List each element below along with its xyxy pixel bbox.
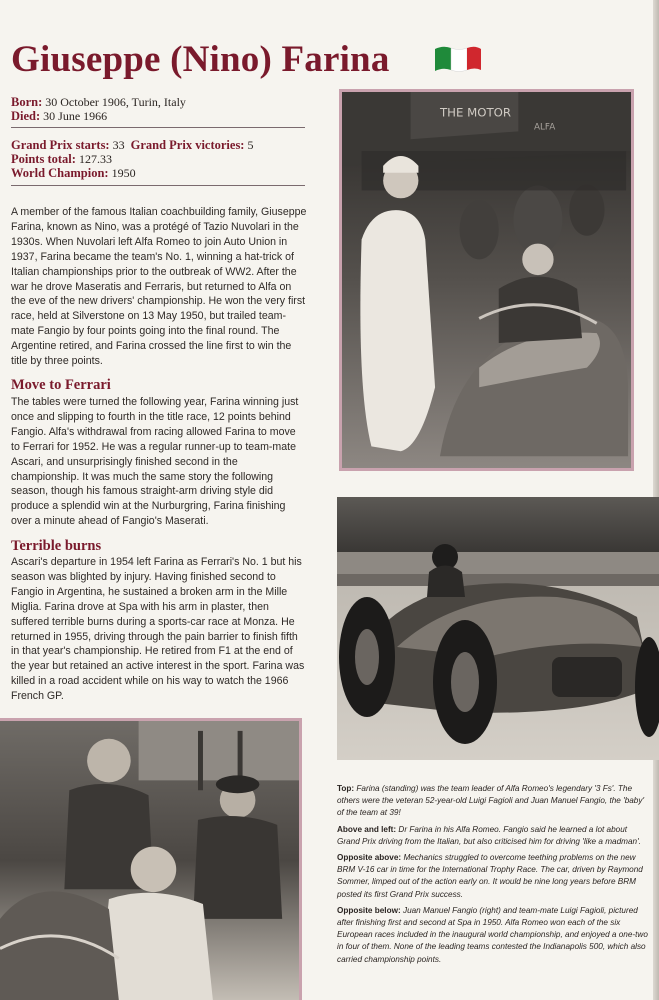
burns-paragraph: Ascari's departure in 1954 left Farina as Ferrari's No. 1 but his season was blighted by injury. Having finished second to Fangio in Argentina, he sustained a broken arm in the Mille Miglia. Farina drove at Spa with his arm in plaster, then suffered terrible burns during a sports-car race at Monza. He returned in 1955, driving through the pain barrier to finish fifth in that year's championship. He retired from F1 at the end of the year but retained an active interest in the sport. Farina was killed in a road accident while on his way to watch the 1966 French GP.	[11, 556, 305, 703]
photo-captions	[337, 783, 649, 970]
banner-text: THE MOTOR	[439, 105, 512, 120]
photo-three-fs	[339, 89, 634, 471]
victories-label: Grand Prix victories:	[130, 138, 245, 152]
born-label: Born:	[11, 95, 43, 109]
caption-text: Dr Farina in his Alfa Romeo. Fangio said he learned a lot about Grand Prix driving from the Italian, but also criticised him for driving 'like a madman'.	[337, 824, 641, 846]
caption-opposite-above	[337, 852, 649, 901]
banner-text-2: ALFA	[534, 122, 556, 133]
photo-mechanics	[0, 718, 302, 1000]
caption-label: Top:	[337, 784, 355, 793]
champion-label: World Champion:	[11, 166, 109, 180]
born-line	[11, 95, 186, 110]
champion-value: 1950	[111, 166, 136, 180]
caption-text: Mechanics struggled to overcome teething problems on the new BRM V-16 car in time for the International Trophy Race. The car, driven by Raymond Sommer, limped out of the action early on. It would be nine long years before BRM posted its first Grand Prix success.	[337, 853, 643, 899]
caption-text: Farina (standing) was the team leader of Alfa Romeo's legendary '3 Fs'. The others were the veteran 52-year-old Luigi Fagioli and Juan Manuel Fangio, the 'baby' of the team at 39!	[337, 784, 645, 818]
victories-value: 5	[247, 138, 254, 152]
starts-line	[11, 138, 253, 153]
caption-opposite-below	[337, 905, 649, 966]
page-title: Giuseppe (Nino) Farina	[11, 39, 390, 80]
divider	[11, 185, 305, 186]
points-value: 127.33	[78, 152, 112, 166]
divider	[11, 127, 305, 128]
points-label: Points total:	[11, 152, 76, 166]
died-label: Died:	[11, 109, 41, 123]
ferrari-paragraph: The tables were turned the following year, Farina winning just once and slipping to fourth in the title race, 12 points behind Fangio. Alfa's withdrawal from racing allowed Farina to move to Ferrari for 1952. He was a regular runner-up to team-mate Ascari, and unsurprisingly finished second in the championship. It was much the same story the following season, though his famous straight-arm driving style did produce a splendid win at the Nurburgring, Farina finishing over a minute ahead of Fangio's Maserati.	[11, 396, 299, 528]
caption-top	[337, 783, 649, 820]
champion-line	[11, 166, 136, 181]
born-value: 30 October 1906, Turin, Italy	[45, 95, 186, 109]
died-value: 30 June 1966	[43, 109, 108, 123]
starts-label: Grand Prix starts:	[11, 138, 110, 152]
died-line	[11, 109, 107, 124]
section-heading-burns: Terrible burns	[11, 538, 102, 554]
starts-value: 33	[112, 138, 125, 152]
caption-label: Opposite above:	[337, 853, 402, 863]
photo-farina-alfa-romeo	[337, 497, 659, 760]
caption-text: Juan Manuel Fangio (right) and team-mate Luigi Fagioli, pictured after finishing first and second at Spa in 1950. Alfa Romeo won each of the six European races included in the inaugural world championship, and enjoyed a one-two in four of them. None of the leading teams contested the Indianapolis 500, which also carried championship points.	[337, 905, 648, 964]
points-line	[11, 152, 112, 167]
caption-above-left	[337, 824, 649, 848]
section-heading-ferrari: Move to Ferrari	[11, 377, 111, 393]
intro-paragraph: A member of the famous Italian coachbuilding family, Giuseppe Farina, known as Nino, was a protégé of Tazio Nuvolari in the 1930s. When Nuvolari left Alfa Romeo to join Auto Union in 1937, Farina became the team's No. 1, winning a hat-trick of Italian championships prior to the outbreak of WW2. After the war he drove Maseratis and Ferraris, but returned to Alfa on the eve of the new drivers' championship. He won the very first race, held at Silverstone on 13 May 1950, but trailed team-mate Fangio by four points going into the final round. The Argentine retired, and Farina crossed the line first to win the title by three points.	[11, 206, 307, 368]
caption-label: Opposite below:	[337, 905, 401, 915]
italian-flag-icon	[433, 43, 483, 73]
caption-label: Above and left:	[337, 824, 397, 834]
